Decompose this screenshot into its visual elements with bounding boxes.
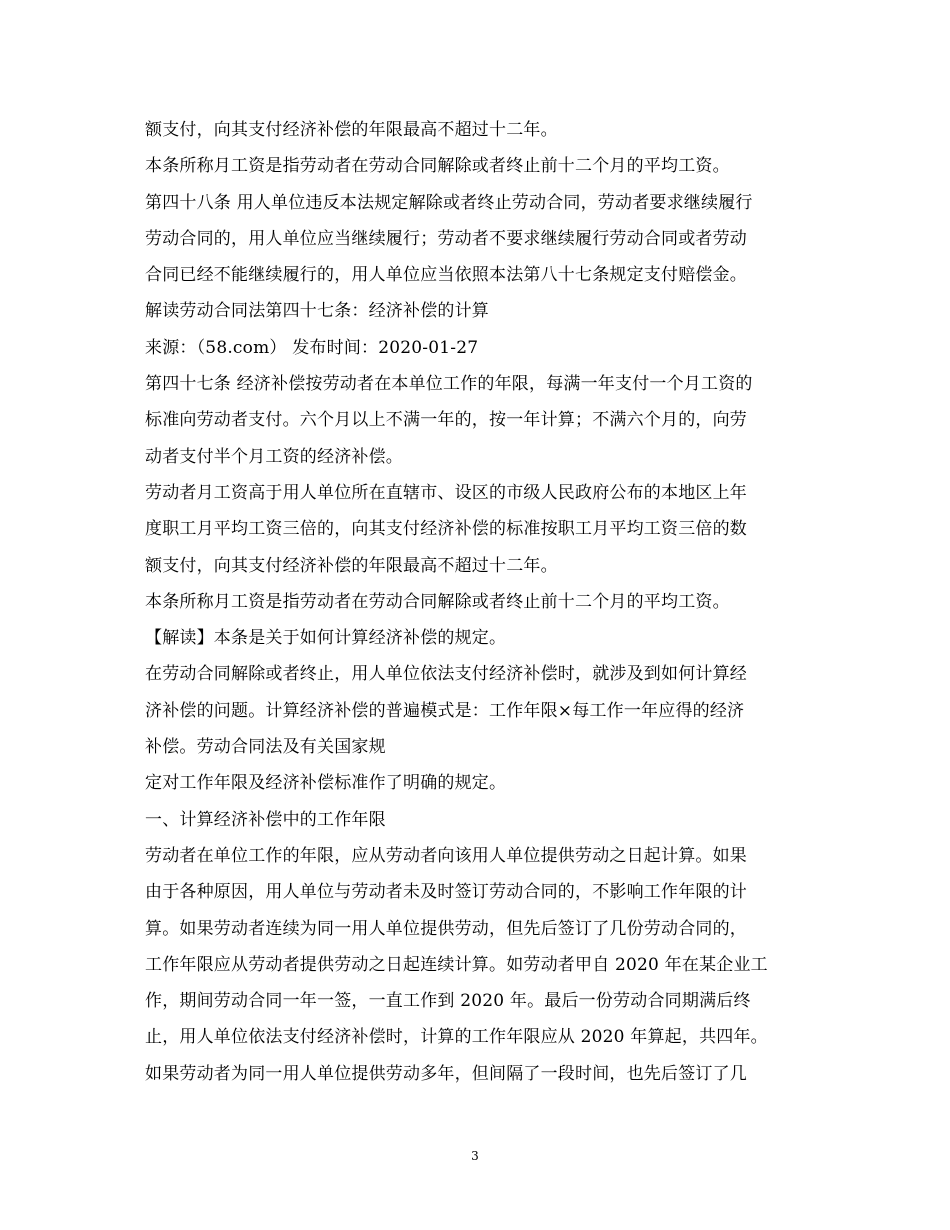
text-line: 劳动合同的，用人单位应当继续履行；劳动者不要求继续履行劳动合同或者劳动 — [145, 228, 747, 249]
text-line: 定对工作年限及经济补偿标准作了明确的规定。 — [145, 773, 507, 794]
text-line: 止，用人单位依法支付经济补偿时，计算的工作年限应从 2020 年算起，共四年。 — [145, 1027, 768, 1048]
text-line: 作，期间劳动合同一年一签，一直工作到 2020 年。最后一份劳动合同期满后终 — [145, 991, 751, 1012]
text-line: 如果劳动者为同一用人单位提供劳动多年，但间隔了一段时间，也先后签订了几 — [145, 1063, 747, 1084]
text-line: 工作年限应从劳动者提供劳动之日起连续计算。如劳动者甲自 2020 年在某企业工 — [145, 954, 768, 975]
text-line: 度职工月平均工资三倍的，向其支付经济补偿的标准按职工月平均工资三倍的数 — [145, 519, 747, 540]
text-line: 本条所称月工资是指劳动者在劳动合同解除或者终止前十二个月的平均工资。 — [145, 156, 730, 177]
text-line: 动者支付半个月工资的经济补偿。 — [145, 446, 403, 467]
text-line: 补偿。劳动合同法及有关国家规 — [145, 737, 386, 758]
subsection-heading: 一、计算经济补偿中的工作年限 — [145, 809, 386, 830]
document-body — [145, 112, 815, 1092]
text-line: 额支付，向其支付经济补偿的年限最高不超过十二年。 — [145, 120, 558, 140]
text-line: 本条所称月工资是指劳动者在劳动合同解除或者终止前十二个月的平均工资。 — [145, 591, 730, 612]
source-line: 来源：（58.com） 发布时间：2020-01-27 — [145, 337, 479, 358]
text-line: 济补偿的问题。计算经济补偿的普遍模式是：工作年限×每工作一年应得的经济 — [145, 700, 745, 721]
text-line: 劳动者在单位工作的年限，应从劳动者向该用人单位提供劳动之日起计算。如果 — [145, 845, 747, 866]
text-line: 第四十八条 用人单位违反本法规定解除或者终止劳动合同，劳动者要求继续履行 — [145, 192, 753, 213]
section-heading: 解读劳动合同法第四十七条：经济补偿的计算 — [145, 301, 489, 322]
text-line: 算。如果劳动者连续为同一用人单位提供劳动，但先后签订了几份劳动合同的， — [145, 918, 747, 939]
text-line: 合同已经不能继续履行的，用人单位应当依照本法第八十七条规定支付赔偿金。 — [145, 265, 747, 286]
text-line: 标准向劳动者支付。六个月以上不满一年的，按一年计算；不满六个月的，向劳 — [145, 410, 747, 431]
text-line: 额支付，向其支付经济补偿的年限最高不超过十二年。 — [145, 555, 558, 576]
text-line: 第四十七条 经济补偿按劳动者在本单位工作的年限，每满一年支付一个月工资的 — [145, 374, 753, 395]
text-line: 劳动者月工资高于用人单位所在直辖市、设区的市级人民政府公布的本地区上年 — [145, 482, 747, 503]
text-line: 在劳动合同解除或者终止，用人单位依法支付经济补偿时，就涉及到如何计算经 — [145, 664, 747, 685]
text-line: 由于各种原因，用人单位与劳动者未及时签订劳动合同的，不影响工作年限的计 — [145, 882, 747, 903]
text-line: 【解读】本条是关于如何计算经济补偿的规定。 — [145, 628, 507, 649]
page-number: 3 — [471, 1149, 479, 1163]
